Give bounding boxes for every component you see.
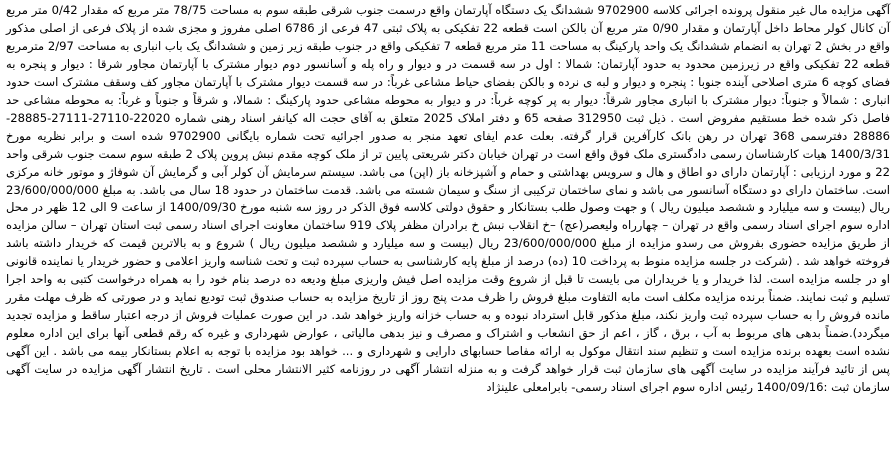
auction-notice-text: آگهی مزایده مال غیر منقول پرونده اجرائی کلاسه 9702900 ششدانگ یک دستگاه آپارتمان واقع درسمت جنوب شرقی طبقه سوم به مساحت 78/75 متر مربع که مقدار 0/42 متر مربع آن کانال کولر محاط داخل آپارتمان و مقدار 0/90 متر مربع آن بالکن است قطعه 22 تفکیکی به پلاک ثبتی 47 فرعی از 6786 اصلی مفروز و مجزی شده از پلاک فرعی از اصلی مذکور واقع در بخش 2 تهران به انضمام ششدانگ یک واحد پارکینگ به مساحت 11 متر مربع قطعه 7 تفکیکی واقع در جنوب طبقه زیر زمین و ششدانگ یک باب انباری به مساحت 2/97 مترمربع قطعه 22 تفکیکی واقع در زیرزمین محدود به حدود آپارتمان: شمالا : اول در سه قسمت در و دیوار و راه پله و آسانسور دوم دیوار مشترک با آپارتمان مجاور شرقا : دیوار و پنجره به فضای کوچه 6 متری اصلاحی آینده جنوبا : پنجره و دیوار و لبه ی نرده و بالکن بفضای حیاط مشاعی غرباً: در سه قسمت دیوار مشترک با آپارتمان مجاور کف وسقف مشترک است حدود انباری : شمالاً و جنوباً: دیوار مشترک با انباری مجاور شرقاً: دیوار به پر کوچه غرباً: در و دیوار به محوطه مشاعی حدود پارکینگ : شمالا، و شرقاً و جنوباً و غرباً: به محوطه مشاعی حد فاصل ذکر شده خط مستقیم مفروض است . ذیل ثبت 312950 صفحه 65 و دفتر املاک 2025 متعلق به آقای حجت اله کیانفر اسناد رهنی شماره 22020-27110-27111-28885-28886 دفترسمی 368 تهران در رهن بانک کارآفرین قرار گرفته. بعلت عدم ایفای تعهد منجر به صدور اجرائیه تحت شماره بایگانی 9702900 شده است و برابر نظریه مورخ 1400/3/31 هیات کارشناسان رسمی دادگستری ملک فوق واقع است در تهران خیابان دکتر شریعتی پایین تر از ملک کوچه مقدم نبش پروین پلاک 2 طبقه سوم سمت جنوب شرقی واحد 22 و مورد ارزیابی : آپارتمان دارای دو اطاق و هال و سرویس بهداشتی و حمام و آشپزخانه باز (اپن) می باشد. سیستم سرمایش آن کولر آبی و گرمایش آن شوفاژ و موتور خانه مرکزی است. ساختمان دارای دو دستگاه آسانسور می باشد و نمای ساختمان ترکیبی از سنگ و سیمان شسته می باشد. قدمت ساختمان در حدود 18 سال می باشد. به مبلغ 23/600/000/000 ریال (بیست و سه میلیارد و ششصد میلیون ریال ) و جهت وصول طلب بستانکار و حقوق دولتی کلاسه فوق الذکر در روز سه شنبه مورخ 1400/09/30 از ساعت 9 الی 12 ظهر در محل اداره سوم اجرای اسناد رسمی واقع در تهران – چهارراه ولیعصر(عج) –خ انقلاب نبش خ برادران مظفر پلاک 919 ساختمان معاونت اجرای اسناد رسمی ثبت استان تهران – سالن مزایده از طریق مزایده حضوری بفروش می رسدو مزایده از مبلغ 23/600/000/000 ریال (بیست و سه میلیارد و ششصد میلیون ریال ) شروع و به بالاترین قیمت که خریدار داشته باشد فروخته خواهد شد . (شرکت در جلسه مزایده منوط به پرداخت 10 (ده) درصد از مبلغ پایه کارشناسی به حساب سپرده ثبت و تحت شناسه واریز اعلامی و حضور خریدار یا نماینده قانونی او در جلسه مزایده است. لذا خریدار و یا خریداران می بایست تا قبل از شروع وقت مزایده اصل فیش واریزی مبلغ ودیعه ده درصد بنام خود را به همراه درخواست کتبی به واحد اجرا تسلیم و ثبت نمایند. ضمناً برنده مزایده مکلف است مابه التفاوت مبلغ فروش را ظرف مدت پنج روز از تاریخ مزایده به حساب صندوق ثبت تودیع نماید و در صورتی که ظرف مهلت مقرر مانده فروش را به حساب سپرده ثبت واریز نکند، مبلغ مذکور قابل استرداد نبوده و به حساب خزانه واریز خواهد شد. در این صورت عملیات فروش از درجه اعتبار ساقط و مزایده تجدید میگردد).ضمناً بدهی های مربوط به آب ، برق ، گاز ، اعم از حق انشعاب و اشتراک و مصرف و نیز بدهی مالیاتی ، عوارض شهرداری و غیره که رقم قطعی آنها برای این اداره معلوم نشده است بعهده برنده مزایده است و تنظیم سند انتقال موکول به ارائه مفاصا حسابهای دارایی و شهرداری و ... خواهد بود مزایده با توجه به اعلام بستانکار بیمه می باشد . این آگهی پس از تائید فرآیند مزایده در سایت آگهی های سازمان ثبت قرار خواهد گرفت و به منزله انتشار آگهی در روزنامه کثیر الانتشار محلی است . تاریخ انتشار آگهی مزایده در سایت آگهی سازمان ثبت :1400/09/16 رئیس اداره سوم اجرای اسناد رسمی- بابرامعلی علینژاد xyxy=(6,3,891,395)
